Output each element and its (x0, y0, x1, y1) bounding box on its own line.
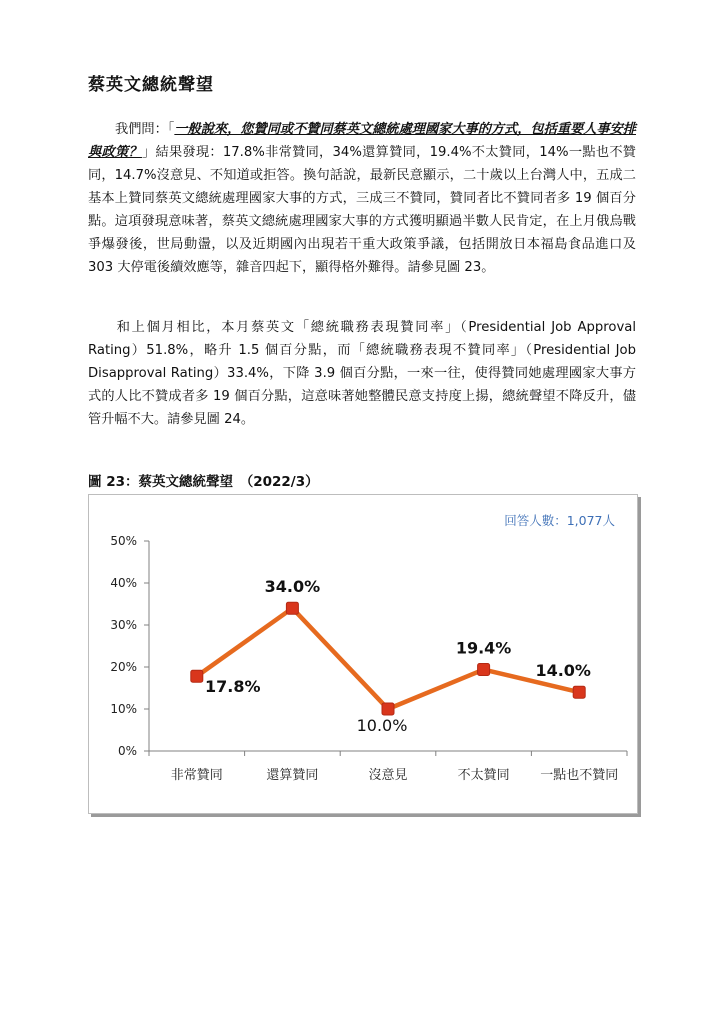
paragraph-1-body: 」結果發現：17.8%非常贊同，34%還算贊同，19.4%不太贊同，14%一點也不贊同，14.7%沒意見、不知道或拒答。換句話說，最新民意顯示，二十歲以上台灣人中，五成二基本上贊同蔡英文總統處理國家大事的方式，三成三不贊同，贊同者比不贊同者多 19 個百分點。這項發現意味著，蔡英文總統處理國家大事的方式獲明顯過半數人民肯定，在上月俄烏戰爭爆發後，世局動盪，以及近期國內出現若干重大政策爭議，包括開放日本福島食品進口及 303 大停電後續效應等，雜音四起下，顯得格外難得。請參見圖 23。 (88, 145, 636, 275)
y-tick-label: 50% (110, 534, 137, 548)
figure-caption: 圖 23：蔡英文總統聲望 （2022/3） (88, 474, 319, 490)
x-tick-label: 還算贊同 (266, 768, 319, 783)
data-point-marker (573, 686, 585, 698)
y-tick-label: 40% (110, 576, 137, 590)
y-tick-label: 10% (110, 702, 137, 716)
data-label: 34.0% (264, 577, 321, 597)
y-tick-label: 30% (110, 618, 137, 632)
respondents-count: 回答人數：1,077人 (504, 513, 615, 528)
paragraph-2 (88, 316, 636, 431)
approval-line-chart (89, 495, 637, 813)
paragraph-1-lead: 我們問：「 (115, 122, 175, 137)
chart-frame (88, 494, 638, 814)
paragraph-1 (88, 118, 636, 279)
x-tick-label: 沒意見 (368, 768, 408, 783)
paragraph-2-body: 和上個月相比，本月蔡英文「總統職務表現贊同率」（Presidential Job Approval Rating）51.8%，略升 1.5 個百分點，而「總統職務表現不贊同率」（Presidential Job Disapproval Rating）33.4%，下降 3.9 個百分點，一來一往，使得贊同她處理國家大事方式的人比不贊成者多 19 個百分點，這意味著她整體民意支持度上揚，總統聲望不降反升，儘管升幅不大。請參見圖 24。 (88, 320, 636, 427)
x-tick-label: 一點也不贊同 (540, 768, 619, 783)
x-tick-label: 非常贊同 (170, 768, 223, 783)
y-tick-label: 0% (117, 744, 137, 758)
survey-question: 一般說來，您贊同或不贊同蔡英文總統處理國家大事的方式，包括重要人事安排與政策？ (88, 122, 636, 160)
data-label: 17.8% (205, 677, 261, 697)
data-point-marker (191, 670, 203, 682)
section-heading: 蔡英文總統聲望 (88, 75, 214, 95)
data-point-marker (478, 664, 490, 676)
data-label: 19.4% (455, 638, 512, 658)
y-tick-label: 20% (110, 660, 137, 674)
data-point-marker (286, 602, 298, 614)
data-point-marker (382, 703, 394, 715)
data-label: 10.0% (356, 716, 408, 735)
x-tick-label: 不太贊同 (457, 768, 510, 783)
data-label: 14.0% (535, 661, 591, 681)
